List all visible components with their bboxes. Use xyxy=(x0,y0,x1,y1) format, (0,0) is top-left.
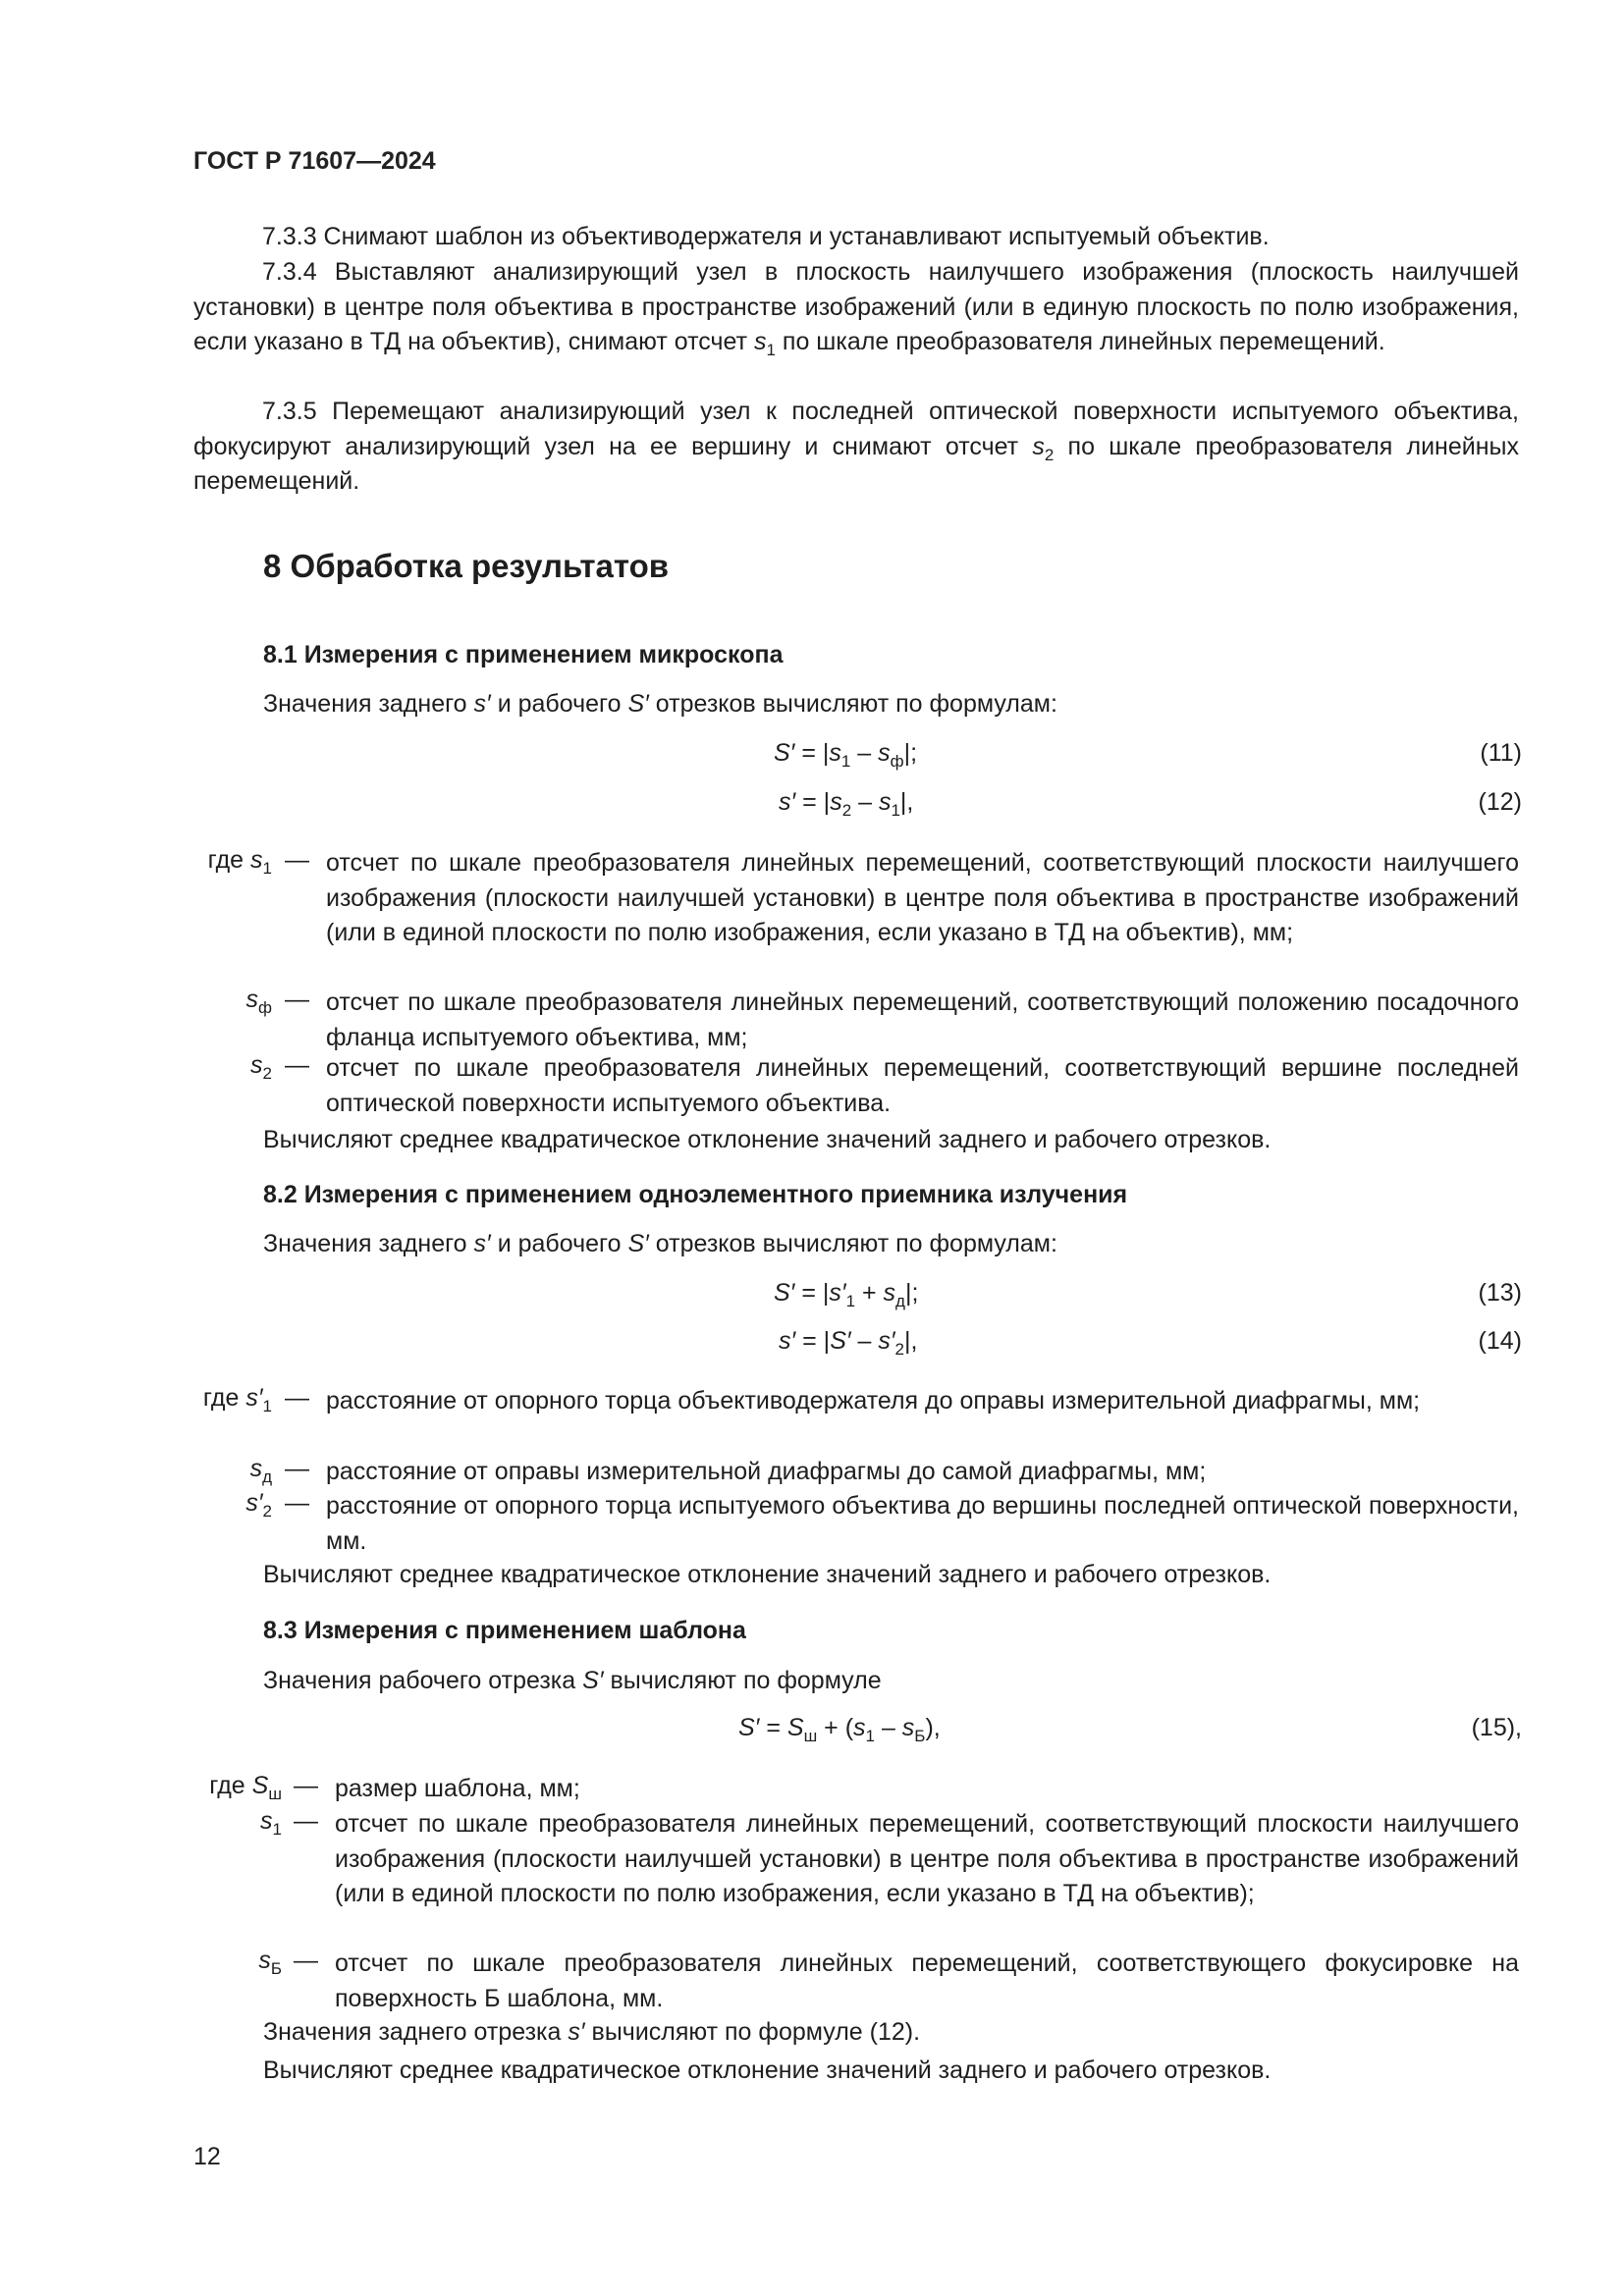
section-8-3-back-segment: Значения заднего отрезка s′ вычисляют по формуле (12). xyxy=(263,2018,921,2046)
section-8-2-title: 8.2 Измерения с применением одноэлементного приемника излучения xyxy=(263,1181,1128,1208)
section-8-1-intro: Значения заднего s′ и рабочего S′ отрезков вычисляют по формулам: xyxy=(263,690,1057,718)
def-dash: — xyxy=(294,1947,318,1974)
def-s2prime-label: $s'_2$ xyxy=(245,1489,272,1521)
formula-14-number: (14) xyxy=(1478,1327,1522,1355)
section-8-3-title: 8.3 Измерения с применением шаблона xyxy=(263,1617,746,1644)
def-dash: — xyxy=(285,846,309,874)
section-8-2-closing: Вычисляют среднее квадратическое отклонение значений заднего и рабочего отрезков. xyxy=(263,1561,1272,1588)
formula-13-number: (13) xyxy=(1478,1279,1522,1307)
formula-13: $S' = |s'_1 + s_д|$; xyxy=(774,1279,919,1310)
def-dash: — xyxy=(294,1772,318,1799)
section-8-title: 8 Обработка результатов xyxy=(263,548,670,584)
def-dash: — xyxy=(285,1051,309,1079)
def-s1-text: отсчет по шкале преобразователя линейных перемещений, соответствующий плоскости наилучшего изображения (плоскости наилучшей установки) в центре поля объектива в пространстве изображений (или в единой плоскости по полю изображения, если указано в ТД на объектив), мм; xyxy=(326,849,1519,946)
formula-14: $s' = |S' - s'_2|$, xyxy=(779,1327,918,1359)
section-8-2-intro: Значения заднего s′ и рабочего S′ отрезков вычисляют по формулам: xyxy=(263,1230,1057,1257)
def-sf-label: $s_ф$ xyxy=(245,986,272,1017)
def-sb-text: отсчет по шкале преобразователя линейных перемещений, соответствующего фокусировке на поверхность Б шаблона, мм. xyxy=(335,1949,1519,2012)
page-number: 12 xyxy=(193,2143,221,2170)
formula-15-number: (15), xyxy=(1471,1714,1522,1741)
def-ssh-text: размер шаблона, мм; xyxy=(335,1775,580,1802)
def-dash: — xyxy=(285,1384,309,1412)
def-s1prime-label: где $s'_1$ xyxy=(202,1384,272,1415)
paragraph-7-3-3: 7.3.3 Снимают шаблон из объективодержателя и устанавливают испытуемый объектив. xyxy=(262,223,1270,250)
def-s2prime-text: расстояние от опорного торца испытуемого объектива до вершины последней оптической поверхности, мм. xyxy=(326,1492,1519,1555)
def-s2-label: $s_2$ xyxy=(250,1051,272,1083)
formula-11: $S' = |s_1 - s_ф|$; xyxy=(774,739,918,771)
def-sd-label: $s_д$ xyxy=(249,1455,272,1486)
section-8-3-intro: Значения рабочего отрезка S′ вычисляют по формуле xyxy=(263,1667,882,1694)
document-header: ГОСТ Р 71607—2024 xyxy=(193,147,436,175)
def-sb-label: $s_Б$ xyxy=(258,1947,282,1978)
def-dash: — xyxy=(285,1489,309,1517)
section-8-3-closing: Вычисляют среднее квадратическое отклонение значений заднего и рабочего отрезков. xyxy=(263,2056,1272,2084)
formula-12-number: (12) xyxy=(1478,788,1522,816)
def-s1prime-text: расстояние от опорного торца объективодержателя до оправы измерительной диафрагмы, мм; xyxy=(326,1387,1421,1415)
def-ssh-label: где $S_ш$ xyxy=(209,1772,282,1803)
formula-15: $S' = S_ш + (s_1 - s_Б)$, xyxy=(738,1714,941,1745)
section-8-1-title: 8.1 Измерения с применением микроскопа xyxy=(263,641,784,668)
formula-12: $s' = |s_2 - s_1|$, xyxy=(779,788,914,820)
paragraph-7-3-4: 7.3.4 Выставляют анализирующий узел в плоскость наилучшего изображения (плоскость наилучшей установки) в центре поля объектива в пространстве изображений (или в единую плоскость по полю изображения, если указано в ТД на объектив), снимают отсчет $s_1$ по шкале преобразователя линейных перемещений. xyxy=(193,258,1519,359)
def-s1-tpl-label: $s_1$ xyxy=(260,1807,282,1839)
def-sf-text: отсчет по шкале преобразователя линейных перемещений, соответствующий положению посадочного фланца испытуемого объектива, мм; xyxy=(326,988,1519,1051)
def-s1-label: где $s_1$ xyxy=(207,846,272,878)
def-dash: — xyxy=(285,986,309,1013)
section-8-1-closing: Вычисляют среднее квадратическое отклонение значений заднего и рабочего отрезков. xyxy=(263,1126,1272,1153)
def-dash: — xyxy=(285,1455,309,1482)
def-s1-tpl-text: отсчет по шкале преобразователя линейных перемещений, соответствующий плоскости наилучшего изображения (плоскости наилучшей установки) в центре поля объектива в пространстве изображений (или в единой плоскости по полю изображения, если указано в ТД на объектив); xyxy=(335,1810,1519,1907)
def-sd-text: расстояние от оправы измерительной диафрагмы до самой диафрагмы, мм; xyxy=(326,1458,1207,1485)
paragraph-7-3-5: 7.3.5 Перемещают анализирующий узел к последней оптической поверхности испытуемого объектива, фокусируют анализирующий узел на ее вершину и снимают отсчет $s_2$ по шкале преобразователя линейных перемещений. xyxy=(193,398,1519,495)
def-s2-text: отсчет по шкале преобразователя линейных перемещений, соответствующий вершине последней оптической поверхности испытуемого объектива. xyxy=(326,1054,1519,1117)
def-dash: — xyxy=(294,1807,318,1835)
formula-11-number: (11) xyxy=(1480,739,1522,767)
